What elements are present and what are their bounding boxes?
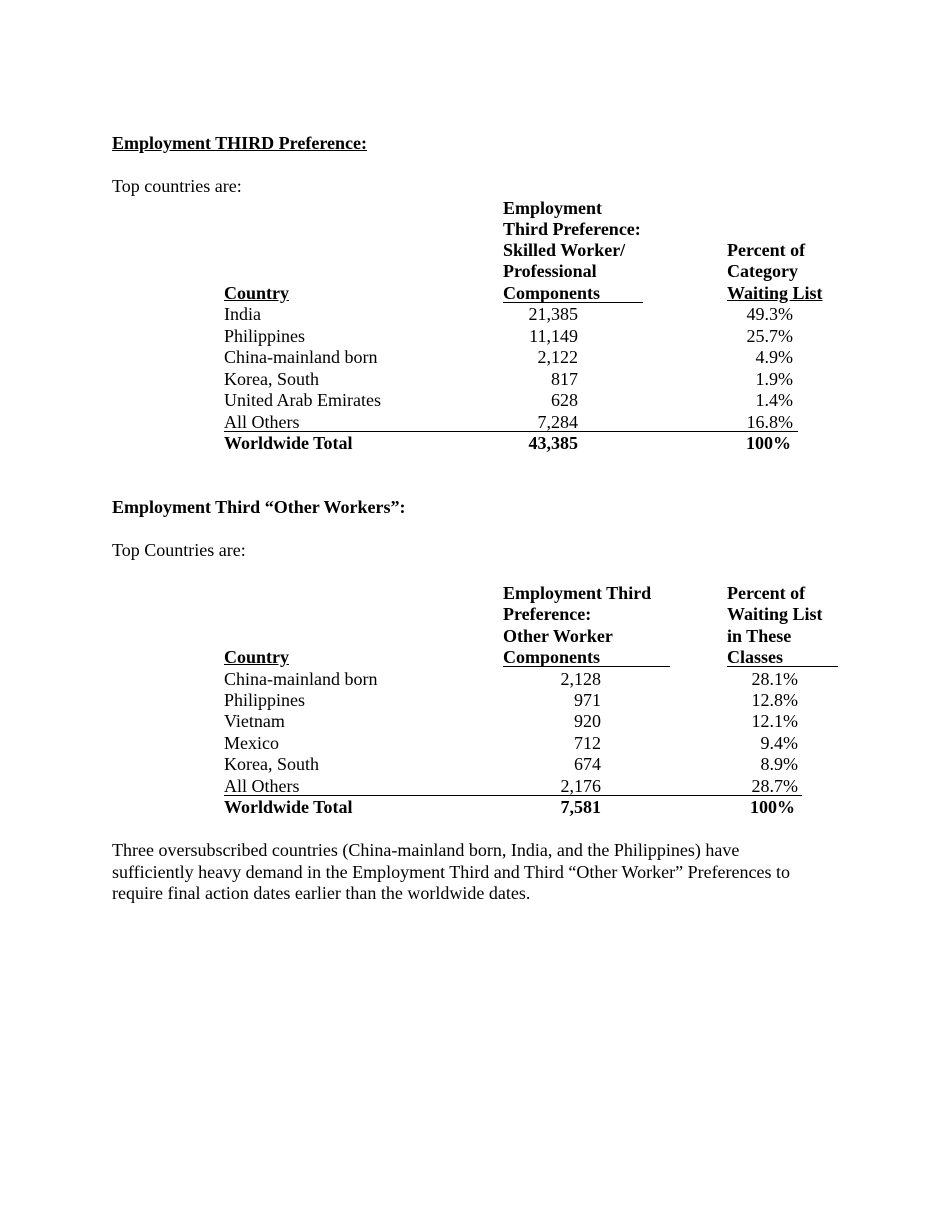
s2-total-rule xyxy=(224,795,802,796)
s2-row3-country: Vietnam xyxy=(224,711,285,731)
s2-row1-count: 2,128 xyxy=(560,669,601,689)
s2-header-col2-line2: Preference: xyxy=(503,604,592,624)
s1-row3-count: 2,122 xyxy=(537,347,578,367)
s1-header-col3-line2: Category xyxy=(727,261,798,281)
closing-line-1: Three oversubscribed countries (China-mainland born, India, and the Philippines) have xyxy=(112,840,740,860)
s1-header-country: Country xyxy=(224,283,290,303)
s2-header-col3-line2: Waiting List xyxy=(727,604,823,624)
s1-row3-percent: 4.9% xyxy=(755,347,793,367)
s2-row6-count: 2,176 xyxy=(560,776,601,796)
s1-total-country: Worldwide Total xyxy=(224,433,353,453)
s1-row2-country: Philippines xyxy=(224,326,306,346)
s1-row1-country: India xyxy=(224,304,261,324)
s1-row1-count: 21,385 xyxy=(528,304,578,324)
s1-row1-percent: 49.3% xyxy=(746,304,793,324)
s2-row5-count: 674 xyxy=(574,754,601,774)
s2-row4-percent: 9.4% xyxy=(760,733,798,753)
s2-row1-percent: 28.1% xyxy=(751,669,798,689)
s2-row5-percent: 8.9% xyxy=(760,754,798,774)
section1-title: Employment THIRD Preference: xyxy=(112,133,367,153)
s2-header-col3-line1: Percent of xyxy=(727,583,806,603)
closing-line-3: require final action dates earlier than the worldwide dates. xyxy=(112,883,531,903)
s2-header-col3-underline xyxy=(727,666,838,667)
s2-row6-percent: 28.7% xyxy=(751,776,798,796)
s2-header-col2-line3: Other Worker xyxy=(503,626,613,646)
s2-row1-country: China-mainland born xyxy=(224,669,378,689)
s1-total-percent: 100% xyxy=(746,433,791,453)
s1-row5-count: 628 xyxy=(551,390,578,410)
s1-row6-percent: 16.8% xyxy=(746,412,793,432)
section1-intro: Top countries are: xyxy=(112,176,242,196)
s2-header-country: Country xyxy=(224,647,290,667)
s2-total-count: 7,581 xyxy=(560,797,601,817)
s2-header-col2-line1: Employment Third xyxy=(503,583,652,603)
s2-row3-count: 920 xyxy=(574,711,601,731)
s2-row2-country: Philippines xyxy=(224,690,306,710)
s1-row3-country: China-mainland born xyxy=(224,347,378,367)
closing-line-2: sufficiently heavy demand in the Employment Third and Third “Other Worker” Preferences to xyxy=(112,862,791,882)
s1-row4-percent: 1.9% xyxy=(755,369,793,389)
s1-header-col3-line3: Waiting List xyxy=(727,283,823,303)
s2-row4-country: Mexico xyxy=(224,733,279,753)
s2-total-country: Worldwide Total xyxy=(224,797,353,817)
s2-header-col3-line3: in These xyxy=(727,626,792,646)
s1-header-col2-line4: Professional xyxy=(503,261,597,281)
s1-header-col2-line1: Employment xyxy=(503,198,602,218)
s2-total-percent: 100% xyxy=(750,797,795,817)
s1-row6-count: 7,284 xyxy=(537,412,578,432)
s1-total-count: 43,385 xyxy=(528,433,578,453)
s1-total-rule xyxy=(224,431,798,432)
section2-intro: Top Countries are: xyxy=(112,540,246,560)
s1-row2-percent: 25.7% xyxy=(746,326,793,346)
s1-header-col2-underline xyxy=(503,302,643,303)
s2-row5-country: Korea, South xyxy=(224,754,319,774)
s2-row2-count: 971 xyxy=(574,690,601,710)
s2-row4-count: 712 xyxy=(574,733,601,753)
s1-header-col2-line3: Skilled Worker/ xyxy=(503,240,626,260)
s1-row4-country: Korea, South xyxy=(224,369,319,389)
s2-header-col2-line4: Components xyxy=(503,647,601,667)
s1-row6-country: All Others xyxy=(224,412,300,432)
s1-row5-percent: 1.4% xyxy=(755,390,793,410)
s2-header-col2-underline xyxy=(503,666,670,667)
s2-row6-country: All Others xyxy=(224,776,300,796)
s2-header-col3-line4: Classes xyxy=(727,647,784,667)
s1-row4-count: 817 xyxy=(551,369,578,389)
s1-header-col2-line2: Third Preference: xyxy=(503,219,641,239)
s1-row2-count: 11,149 xyxy=(529,326,578,346)
s2-row3-percent: 12.1% xyxy=(751,711,798,731)
s1-header-col2-line5: Components xyxy=(503,283,601,303)
s2-row2-percent: 12.8% xyxy=(751,690,798,710)
section2-title: Employment Third “Other Workers”: xyxy=(112,497,406,517)
s1-row5-country: United Arab Emirates xyxy=(224,390,381,410)
s1-header-col3-line1: Percent of xyxy=(727,240,806,260)
